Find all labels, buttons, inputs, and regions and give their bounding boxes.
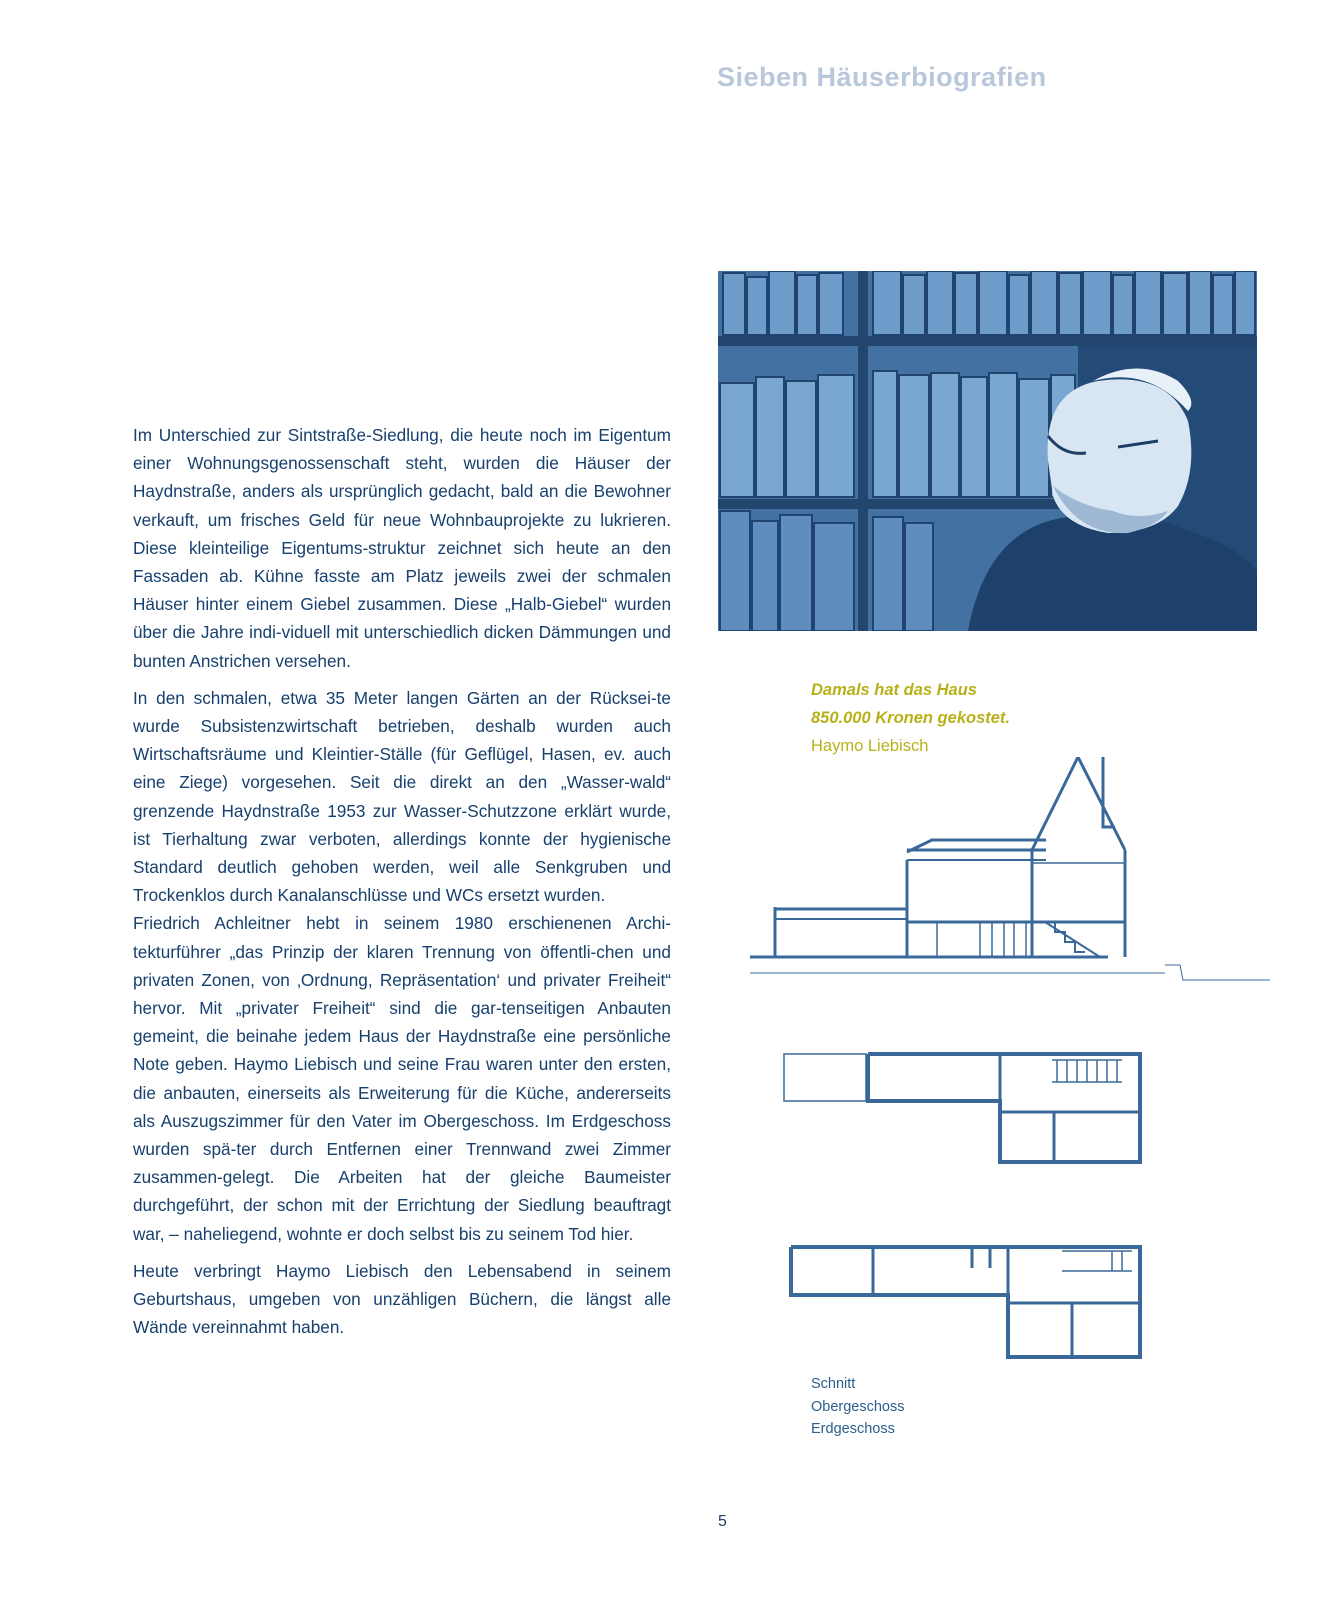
body-paragraph-3: Friedrich Achleitner hebt in seinem 1980 erschienenen Archi-tekturführer „das Prinzip der klaren Trennung von öffentli-chen und privaten Zonen, von ‚Ordnung, Repräsentation‘ und privater Freiheit“ hervor. Mit „privater Freiheit“ sind die gar-tenseitigen Anbauten gemeint, die beinahe jedem Haus der Haydnstraße eine persönliche Note geben. Haymo Liebisch und seine Frau waren unter den ersten, die anbauten, einerseits als Erweiterung für die Küche, andererseits als Auszugszimmer für den Vater im Obergeschoss. Im Erdgeschoss wurden spä-ter durch Entfernen einer Trennwand zwei Zimmer zusammen-gelegt. Die Arbeiten hat der gleiche Baumeister durchgeführt, der schon mit der Errichtung der Siedlung beauftragt war, – naheliegend, wohnte er doch selbst bis zu seinem Tod hier. [133,913,671,1244]
quote-author: Haymo Liebisch [811,737,929,755]
drawing-legend [811,1373,905,1441]
legend-item-ground-floor: Erdgeschoss [811,1421,895,1437]
pull-quote [811,676,1211,760]
quote-line-1: Damals hat das Haus [811,681,977,699]
ground-floor-plan [782,1243,1142,1371]
legend-item-upper-floor: Obergeschoss [811,1398,905,1415]
page-number: 5 [718,1513,727,1530]
running-header-title: Sieben Häuserbiografien [717,62,1047,92]
legend-item-section: Schnitt [811,1376,856,1392]
body-paragraph-1: Im Unterschied zur Sintstraße-Siedlung, die heute noch im Eigentum einer Wohnungsgenossenschaft steht, wurden die Häuser der Haydnstraße, anders als ursprünglich gedacht, bald an die Bewohner verkauft, um frisches Geld für neue Wohnbauprojekte zu lukrieren. Diese kleinteilige Eigentums-struktur zeichnet sich heute an den Fassaden ab. Kühne fasste am Platz jeweils zwei der schmalen Häuser hinter einem Giebel zusammen. Diese „Halb-Giebel“ wurden über die Jahre indi-viduell mit unterschiedlich dicken Dämmungen und bunten Anstrichen versehen. [133,425,671,671]
portrait-photo [718,271,1257,631]
portrait-photo-illustration [718,271,1257,631]
section-drawing [750,757,1270,985]
quote-line-2: 850.000 Kronen gekostet. [811,709,1010,727]
body-paragraph-2: In den schmalen, etwa 35 Meter langen Gärten an der Rücksei-te wurde Subsistenzwirtschaft betrieben, deshalb wurden auch Wirtschaftsräume und Kleintier-Ställe (für Geflügel, Hasen, ev. auch eine Ziege) vorgesehen. Seit die direkt an den „Wasser-wald“ grenzende Haydnstraße 1953 zur Wasser-Schutzzone erklärt wurde, ist Tierhaltung zwar verboten, allerdings konnte der hygienische Standard deutlich gehoben werden, weil alle Senkgruben und Trockenklos durch Kanalanschlüsse und WCs ersetzt wurden. [133,687,671,906]
upper-floor-plan [782,1052,1142,1174]
body-text [133,421,671,1342]
body-paragraph-4: Heute verbringt Haymo Liebisch den Lebensabend in seinem Geburtshaus, umgeben von unzähligen Büchern, die längst alle Wände vereinnahmt haben. [133,1260,671,1338]
